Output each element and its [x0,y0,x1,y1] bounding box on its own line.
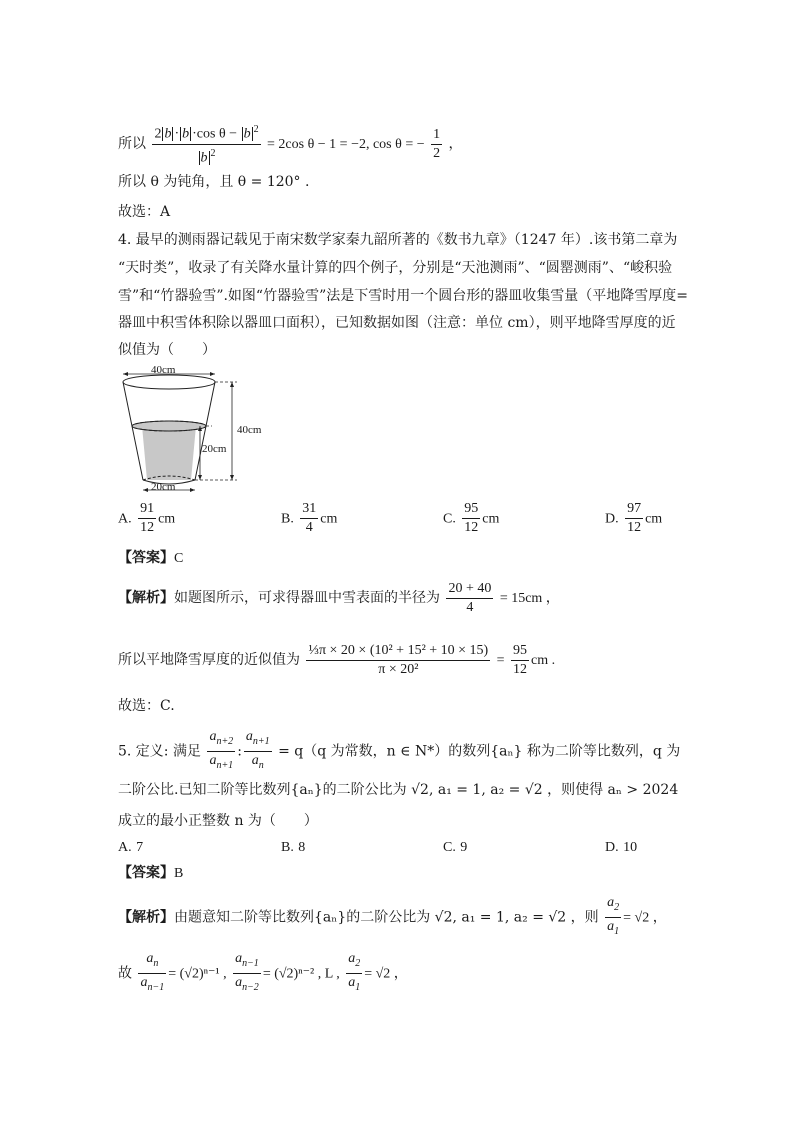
q4-line-4: 器皿中积雪体积除以器皿口面积），已知数据如图（注意：单位 cm），则平地降雪厚度的近 [118,315,676,331]
top-ellipse [123,375,215,389]
q4-solution-2: 所以平地降雪厚度的近似值为 $\frac{\text{⅓π × 20 × (10² + 15² + 10 × 15)}}{\text{π × 20²}}$ = $\frac{95}{12}$ cm . [118,642,556,677]
q5-line-3: 成立的最小正整数 n 为（ ） [118,813,318,829]
fig-label-bottom: 20cm [151,481,176,493]
choice-line: 故选：A [118,204,171,220]
q5-solution-1: 【解析】由题意知二阶等比数列{aₙ}的二阶公比为 √2, a₁ = 1, a₂ = √2 ，则 $\frac{a_2}{a_1}$ = √2 ， [118,895,667,937]
q5-answer: 【答案】B [118,865,184,881]
q4-solution-3: 故选：C. [118,698,175,714]
q5-line-2: 二阶公比.已知二阶等比数列{aₙ}的二阶公比为 √2, a₁ = 1, a₂ = √2 ，则使得 aₙ > 2024 [118,782,679,798]
q4-solution-1: 【解析】如题图所示，可求得器皿中雪表面的半径为 $\frac{20 + 40}{4}$ = 15cm ， [118,580,560,615]
fig-label-snow: 20cm [202,443,227,455]
half-fraction: $\frac{1}{2}$ [433,126,441,161]
q4-option-b[interactable]: B. $\frac{31}{4}$ cm [281,501,338,535]
rhs-text: = 2cos θ − 1 = −2, cos θ = − [267,137,425,152]
q4-option-d[interactable]: D. $\frac{97}{12}$ cm [605,501,663,535]
q5-solution-2: 故 $\frac{a_n}{a_{n-1}}$ = (√2)ⁿ⁻¹ , $\frac{a_{n-1}}{a_{n-2}}$ = (√2)ⁿ⁻² , L , $\frac{a_2}{a_1}$ = √2 ， [118,951,408,993]
left-side [123,382,143,480]
intro-text: 所以 [118,136,146,152]
q4-option-c[interactable]: C. $\frac{95}{12}$ cm [443,501,500,535]
conclusion-line: 所以 θ 为钝角，且 θ = 120° . [118,174,310,190]
fig-label-height: 40cm [237,424,262,436]
q5-option-b[interactable]: B. 8 [281,840,306,855]
formula-line-1 [118,114,463,175]
q5-option-d[interactable]: D. 10 [605,840,638,855]
q4-line-5: 似值为（ ） [118,342,216,358]
q4-option-a[interactable]: A. $\frac{91}{12}$ cm [118,501,176,535]
q4-line-2: “天时类”，收录了有关降水量计算的四个例子，分别是“天池测雨”、“圆罂测雨”、“峻积验 [118,260,673,276]
q5-option-c[interactable]: C. 9 [443,840,468,855]
fig-label-top: 40cm [151,364,176,376]
q5-line-1: 5. 定义: 满足 $\frac{a_{n+2}}{a_{n+1}}$ : $\frac{a_{n+1}}{a_n}$ = q（q 为常数，n ∈ N*）的数列{aₙ} 称为二阶等比数列，q 为 [118,729,681,771]
q4-line-3: 雪”和“竹器验雪”.如图“竹器验雪”法是下雪时用一个圆台形的器皿收集雪量（平地降雪厚度= [118,288,688,304]
q4-answer: 【答案】C [118,550,184,566]
snow-fill [142,426,196,480]
tail: ， [448,136,463,152]
q5-option-a[interactable]: A. 7 [118,840,144,855]
q4-line-1: 4. 最早的测雨器记载见于南宋数学家秦九韶所著的《数书九章》（1247 年）.该书第二章为 [118,232,678,248]
fraction-vector: $\frac{2 b \cdot b \cdot\cos \theta - b ^2}{b ^2}$ [152,121,260,167]
